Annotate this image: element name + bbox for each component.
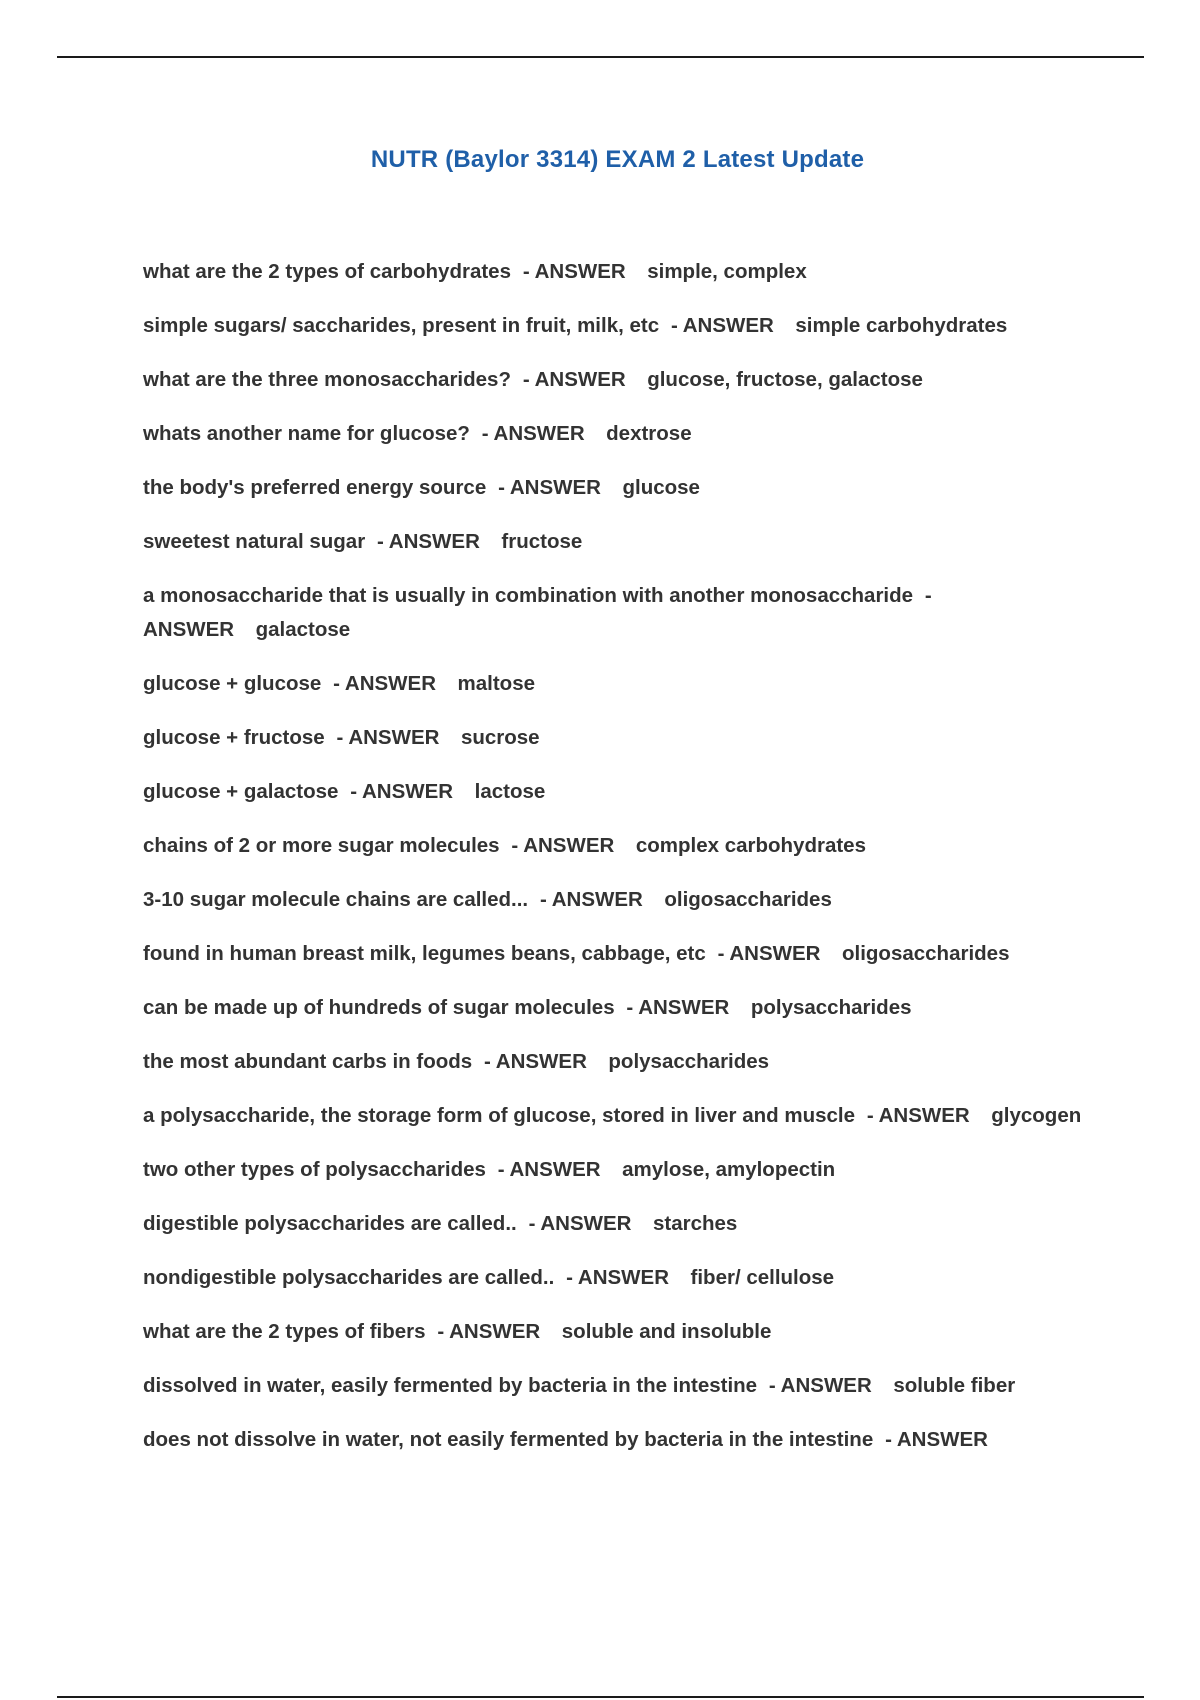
qa-item-8 [143, 667, 1093, 701]
answer-text: amylose, amylopectin [622, 1158, 836, 1181]
question-text: does not dissolve in water, not easily fermented by bacteria in the intestine [143, 1428, 874, 1451]
answer-marker: - ANSWER [763, 1374, 872, 1397]
question-text: chains of 2 or more sugar molecules [143, 834, 500, 857]
document-title: NUTR (Baylor 3314) EXAM 2 Latest Update [370, 146, 865, 173]
question-text: whats another name for glucose? [143, 422, 470, 445]
question-text: 3-10 sugar molecule chains are called... [143, 888, 529, 911]
qa-item-9 [143, 721, 1093, 755]
answer-marker: - ANSWER [330, 726, 440, 749]
answer-marker: - ANSWER [492, 1158, 601, 1181]
answer-marker: - ANSWER [143, 584, 932, 641]
answer-marker: - ANSWER [665, 314, 774, 337]
answer-marker: - ANSWER [517, 368, 626, 391]
qa-item-16 [143, 1099, 1093, 1133]
qa-item-21 [143, 1369, 1093, 1403]
answer-text: fiber/ cellulose [690, 1266, 835, 1289]
answer-marker: - ANSWER [620, 996, 730, 1019]
question-text: digestible polysaccharides are called.. [143, 1212, 517, 1235]
answer-marker: - ANSWER [371, 530, 480, 553]
answer-marker: - ANSWER [431, 1320, 541, 1343]
qa-item-17 [143, 1153, 1093, 1187]
qa-item-7 [143, 579, 1093, 647]
answer-text: simple carbohydrates [795, 314, 1008, 337]
answer-text: simple, complex [647, 260, 807, 283]
answer-marker: - ANSWER [879, 1428, 988, 1451]
answer-marker: - ANSWER [522, 1212, 632, 1235]
question-text: nondigestible polysaccharides are called.. [143, 1266, 555, 1289]
answer-text: galactose [255, 618, 351, 641]
answer-marker: - ANSWER [327, 672, 437, 695]
question-text: sweetest natural sugar [143, 530, 366, 553]
qa-list [143, 255, 1093, 1477]
question-text: can be made up of hundreds of sugar molecules [143, 996, 615, 1019]
answer-text: glucose, fructose, galactose [647, 368, 923, 391]
question-text: simple sugars/ saccharides, present in fruit, milk, etc [143, 314, 660, 337]
answer-text: maltose [457, 672, 536, 695]
question-text: a monosaccharide that is usually in combination with another monosaccharide [143, 584, 914, 607]
answer-text: polysaccharides [608, 1050, 770, 1073]
question-text: glucose + glucose [143, 672, 322, 695]
answer-marker: - ANSWER [517, 260, 626, 283]
qa-item-14 [143, 991, 1093, 1025]
question-text: the body's preferred energy source [143, 476, 487, 499]
answer-marker: - ANSWER [861, 1104, 970, 1127]
qa-item-19 [143, 1261, 1093, 1295]
answer-text: dextrose [606, 422, 692, 445]
qa-item-20 [143, 1315, 1093, 1349]
answer-marker: - ANSWER [534, 888, 643, 911]
answer-marker: - ANSWER [344, 780, 454, 803]
question-text: two other types of polysaccharides [143, 1158, 486, 1181]
question-text: glucose + fructose [143, 726, 325, 749]
question-text: a polysaccharide, the storage form of glucose, stored in liver and muscle [143, 1104, 856, 1127]
qa-item-1 [143, 255, 1093, 289]
answer-marker: - ANSWER [492, 476, 601, 499]
question-text: what are the 2 types of fibers [143, 1320, 426, 1343]
qa-item-6 [143, 525, 1093, 559]
answer-text: polysaccharides [750, 996, 912, 1019]
qa-item-22 [143, 1423, 1093, 1457]
qa-item-18 [143, 1207, 1093, 1241]
question-text: what are the three monosaccharides? [143, 368, 511, 391]
header-rule [57, 56, 1144, 58]
question-text: dissolved in water, easily fermented by bacteria in the intestine [143, 1374, 758, 1397]
qa-item-15 [143, 1045, 1093, 1079]
question-text: what are the 2 types of carbohydrates [143, 260, 511, 283]
answer-text: glycogen [991, 1104, 1082, 1127]
qa-item-5 [143, 471, 1093, 505]
qa-item-2 [143, 309, 1093, 343]
answer-text: oligosaccharides [841, 942, 1010, 965]
answer-text: glucose [622, 476, 700, 499]
answer-marker: - ANSWER [478, 1050, 587, 1073]
qa-item-11 [143, 829, 1093, 863]
answer-marker: - ANSWER [711, 942, 821, 965]
qa-item-10 [143, 775, 1093, 809]
footer-rule [57, 1696, 1144, 1698]
qa-item-3 [143, 363, 1093, 397]
qa-item-12 [143, 883, 1093, 917]
question-text: the most abundant carbs in foods [143, 1050, 473, 1073]
answer-text: oligosaccharides [664, 888, 832, 911]
answer-text: starches [652, 1212, 738, 1235]
question-text: found in human breast milk, legumes beans, cabbage, etc [143, 942, 706, 965]
answer-marker: - ANSWER [505, 834, 615, 857]
question-text: glucose + galactose [143, 780, 339, 803]
answer-marker: - ANSWER [476, 422, 585, 445]
qa-item-4 [143, 417, 1093, 451]
answer-text: lactose [474, 780, 546, 803]
answer-text: fructose [501, 530, 583, 553]
answer-text: soluble fiber [893, 1374, 1016, 1397]
answer-text: complex carbohydrates [635, 834, 866, 857]
answer-text: soluble and insoluble [561, 1320, 772, 1343]
answer-marker: - ANSWER [560, 1266, 670, 1289]
answer-text: sucrose [460, 726, 540, 749]
qa-item-13 [143, 937, 1093, 971]
